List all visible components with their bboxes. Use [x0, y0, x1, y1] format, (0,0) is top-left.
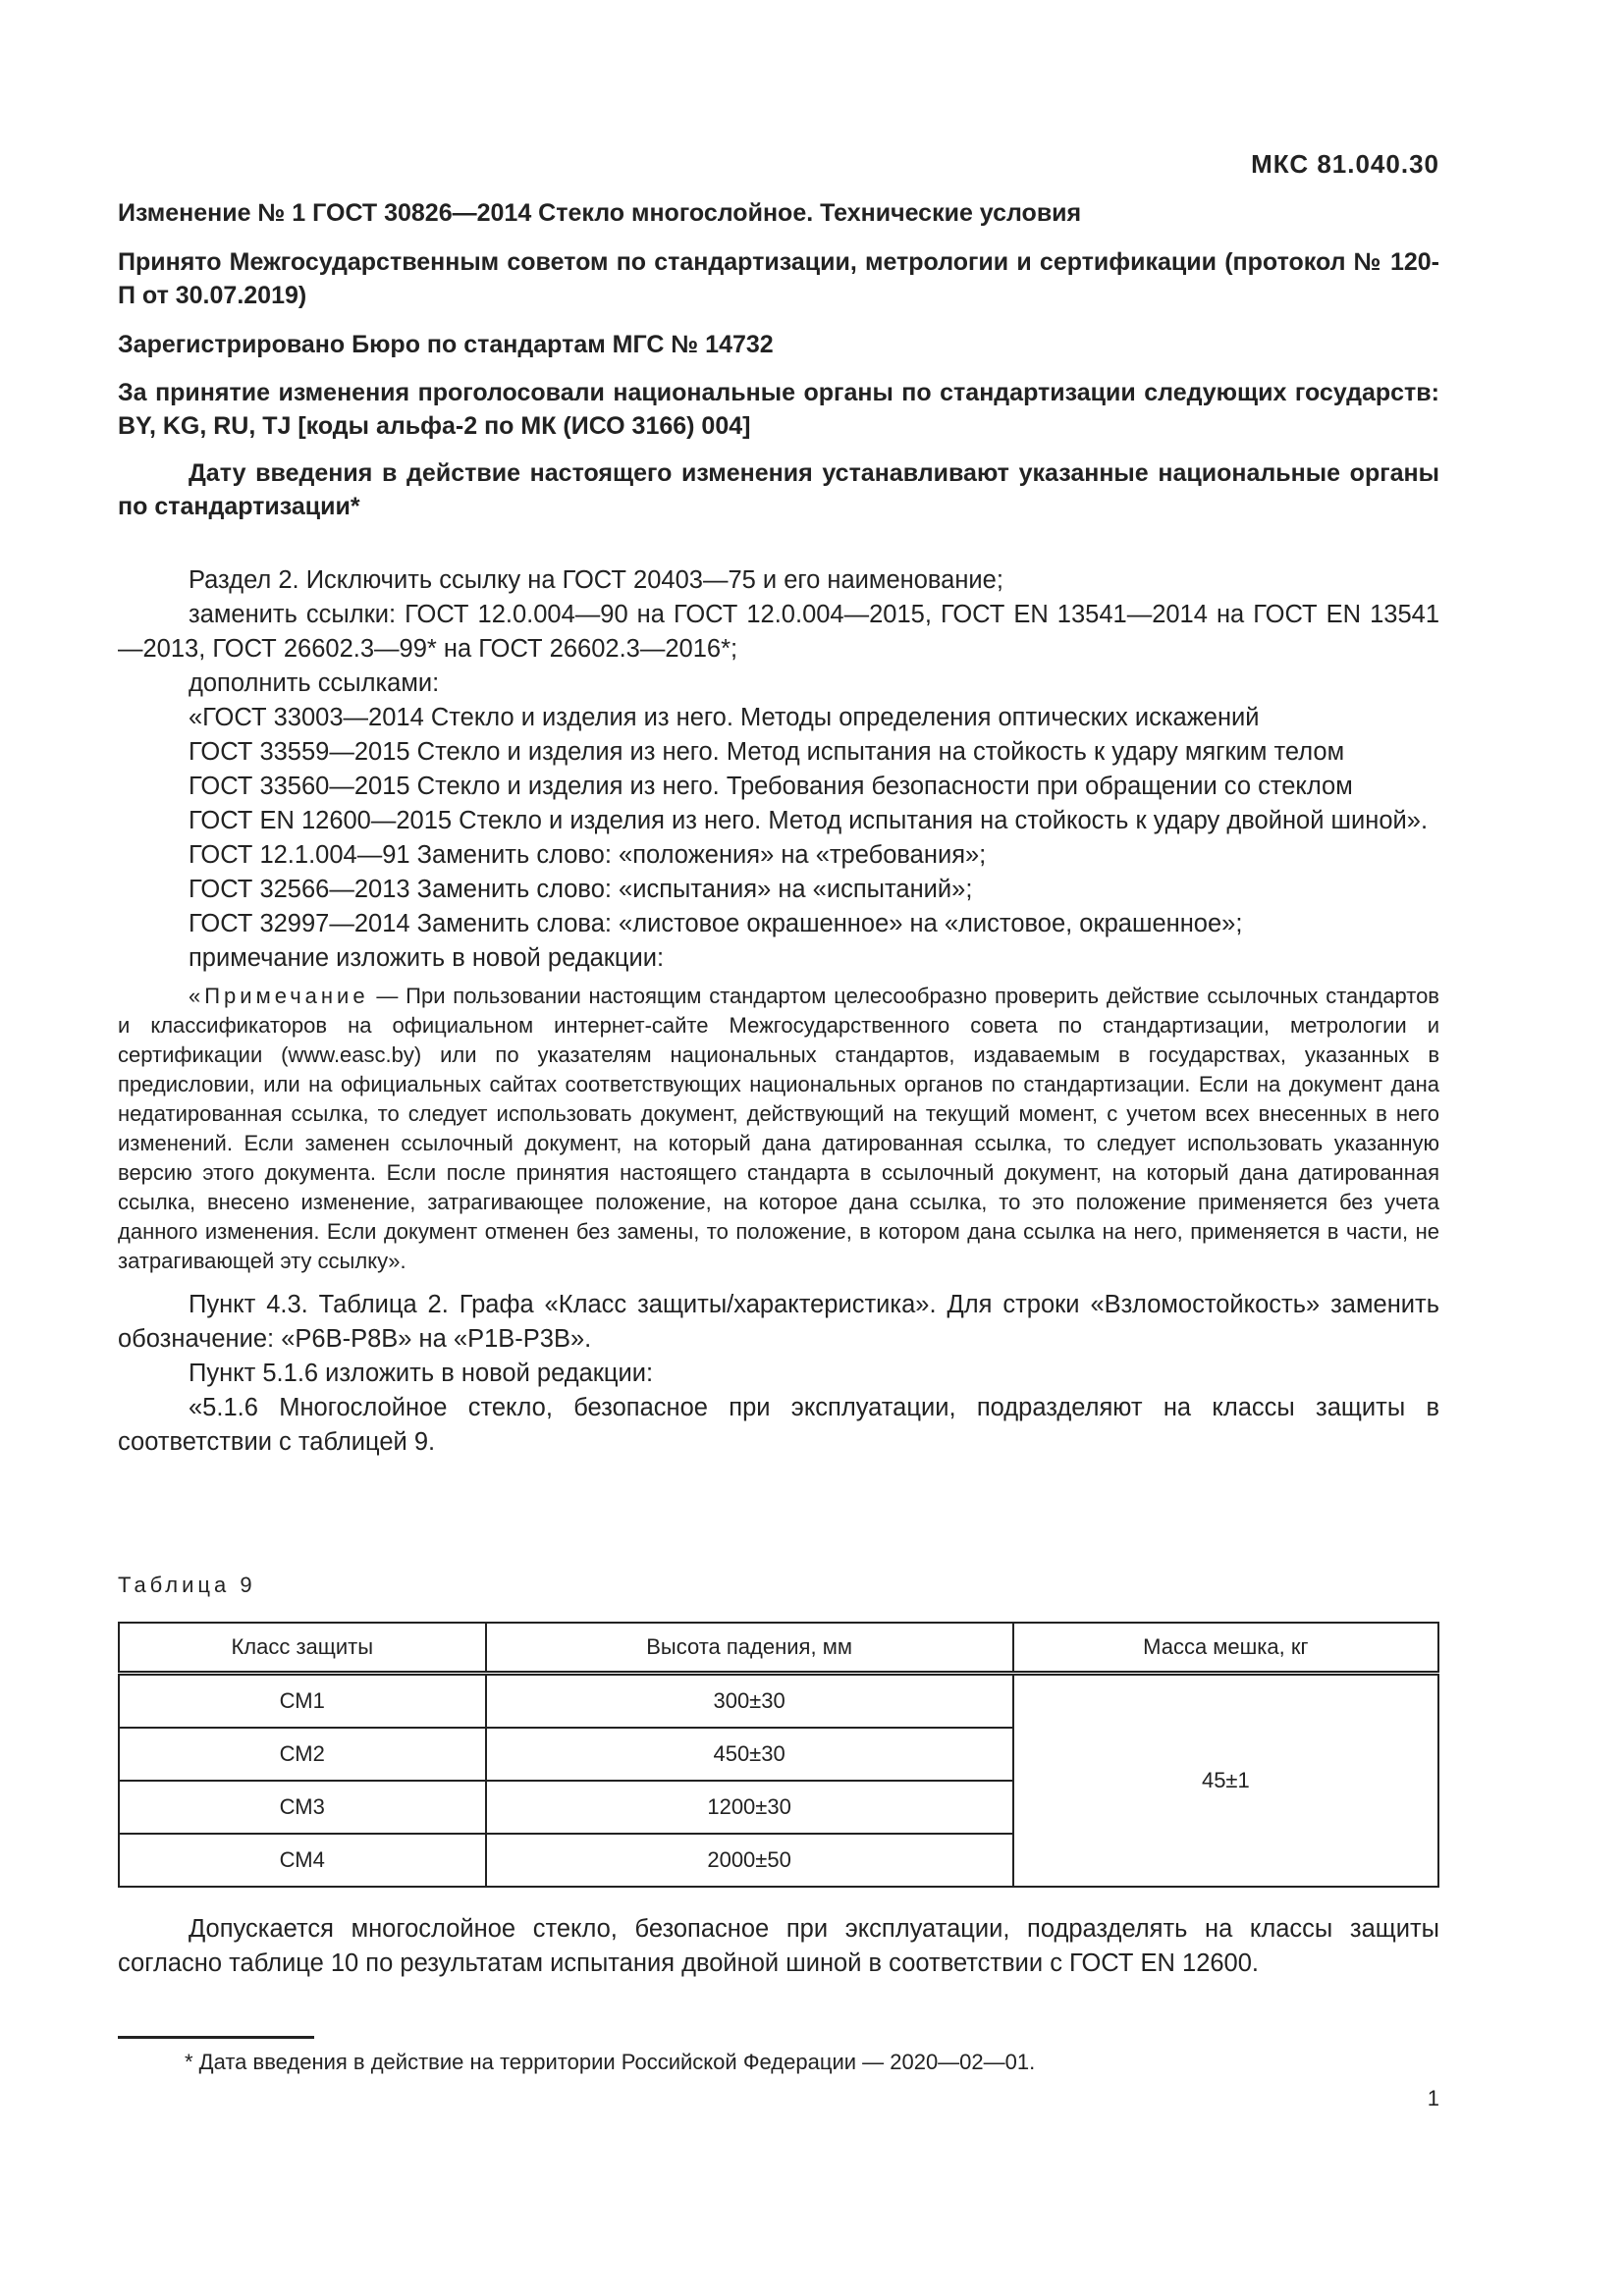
column-header: Масса мешка, кг	[1013, 1623, 1438, 1674]
adopted-by: Принято Межгосударственным советом по стандартизации, метрологии и сертификации (протокол № 120-П от 30.07.2019)	[118, 248, 1439, 309]
body-paragraph: ГОСТ 32566—2013 Заменить слово: «испытания» на «испытаний»;	[189, 876, 973, 903]
body-paragraph: Пункт 5.1.6 изложить в новой редакции:	[189, 1360, 654, 1387]
table-header-row	[119, 1623, 1438, 1674]
note-label: «Примечание	[189, 984, 369, 1008]
body-paragraph: «5.1.6 Многослойное стекло, безопасное при эксплуатации, подразделяют на классы защиты в соответствии с таблицей 9.	[118, 1394, 1439, 1456]
body-paragraph: Пункт 4.3. Таблица 2. Графа «Класс защиты/характеристика». Для строки «Взломостойкость» заменить обозначение: «Р6В-Р8В» на «Р1В-Р3В».	[118, 1291, 1439, 1353]
body-paragraph: ГОСТ 12.1.004—91 Заменить слово: «положения» на «требования»;	[189, 841, 987, 869]
table-cell: СМ1	[119, 1674, 486, 1729]
table-row	[119, 1674, 1438, 1729]
table-cell-mass: 45±1	[1013, 1674, 1438, 1888]
registered: Зарегистрировано Бюро по стандартам МГС № 14732	[118, 331, 774, 358]
table-cell: СМ3	[119, 1781, 486, 1834]
footnote-divider	[118, 2036, 314, 2039]
table-cell: 2000±50	[486, 1834, 1013, 1887]
table-cell: 450±30	[486, 1728, 1013, 1781]
body-paragraph: Раздел 2. Исключить ссылку на ГОСТ 20403—75 и его наименование;	[189, 566, 1003, 594]
column-header: Класс защиты	[119, 1623, 486, 1674]
column-header: Высота падения, мм	[486, 1623, 1013, 1674]
table-caption: Таблица 9	[118, 1573, 256, 1597]
table-9	[118, 1622, 1439, 1888]
after-table	[118, 1912, 1439, 1981]
body-paragraph: ГОСТ 32997—2014 Заменить слова: «листовое окрашенное» на «листовое, окрашенное»;	[189, 910, 1243, 937]
body-paragraph: ГОСТ EN 12600—2015 Стекло и изделия из него. Метод испытания на стойкость к удару двойной шиной».	[189, 807, 1429, 834]
table-cell: 300±30	[486, 1674, 1013, 1729]
body-paragraph: примечание изложить в новой редакции:	[189, 944, 665, 972]
body-paragraph: ГОСТ 33560—2015 Стекло и изделия из него. Требования безопасности при обращении со стеклом	[189, 773, 1353, 800]
table-cell: 1200±30	[486, 1781, 1013, 1834]
amendment-title: Изменение № 1 ГОСТ 30826—2014 Стекло многослойное. Технические условия	[118, 199, 1082, 227]
table-cell: СМ2	[119, 1728, 486, 1781]
mks-code: МКС 81.040.30	[1251, 149, 1439, 179]
effective-date: Дату введения в действие настоящего изменения устанавливают указанные национальные органы по стандартизации*	[118, 459, 1439, 520]
body-paragraph: заменить ссылки: ГОСТ 12.0.004—90 на ГОСТ 12.0.004—2015, ГОСТ EN 13541—2014 на ГОСТ EN 13541—2013, ГОСТ 26602.3—99* на ГОСТ 26602.3—2016*;	[118, 601, 1439, 663]
note	[118, 982, 1439, 1276]
body-paragraph: «ГОСТ 33003—2014 Стекло и изделия из него. Методы определения оптических искажений	[189, 704, 1260, 731]
voted-by: За принятие изменения проголосовали национальные органы по стандартизации следующих государств: BY, KG, RU, TJ [коды альфа-2 по МК (ИСО 3166) 004]	[118, 379, 1439, 440]
table-cell: СМ4	[119, 1834, 486, 1887]
footnote: * Дата введения в действие на территории Российской Федерации — 2020—02—01.	[185, 2050, 1036, 2074]
body-paragraph: ГОСТ 33559—2015 Стекло и изделия из него. Метод испытания на стойкость к удару мягким телом	[189, 738, 1345, 766]
page-number: 1	[1427, 2086, 1439, 2110]
body-paragraph: дополнить ссылками:	[189, 669, 440, 697]
body-paragraph: Допускается многослойное стекло, безопасное при эксплуатации, подразделять на классы защиты согласно таблице 10 по результатам испытания двойной шиной в соответствии с ГОСТ EN 12600.	[118, 1915, 1439, 1977]
amendment-body	[118, 563, 1439, 1460]
note-text: — При пользовании настоящим стандартом целесообразно проверить действие ссылочных стандартов и классификаторов на официальном интернет-сайте Межгосударственного совета по стандартизации, метрологии и сертификации (www.easc.by) или по указателям национальных стандартов, издаваемым в государствах, указанных в предисловии, или на официальных сайтах соответствующих национальных органов по стандартизации. Если на документ дана недатированная ссылка, то следует использовать документ, действующий на текущий момент, с учетом всех внесенных в него изменений. Если заменен ссылочный документ, на который дана датированная ссылка, то следует использовать указанную версию этого документа. Если после принятия настоящего стандарта в ссылочный документ, на который дана датированная ссылка, внесено изменение, затрагивающее положение, на которое дана ссылка, то это положение применяется без учета данного изменения. Если документ отменен без замены, то положение, в котором дана ссылка на него, применяется в части, не затрагивающей эту ссылку».	[118, 984, 1439, 1273]
